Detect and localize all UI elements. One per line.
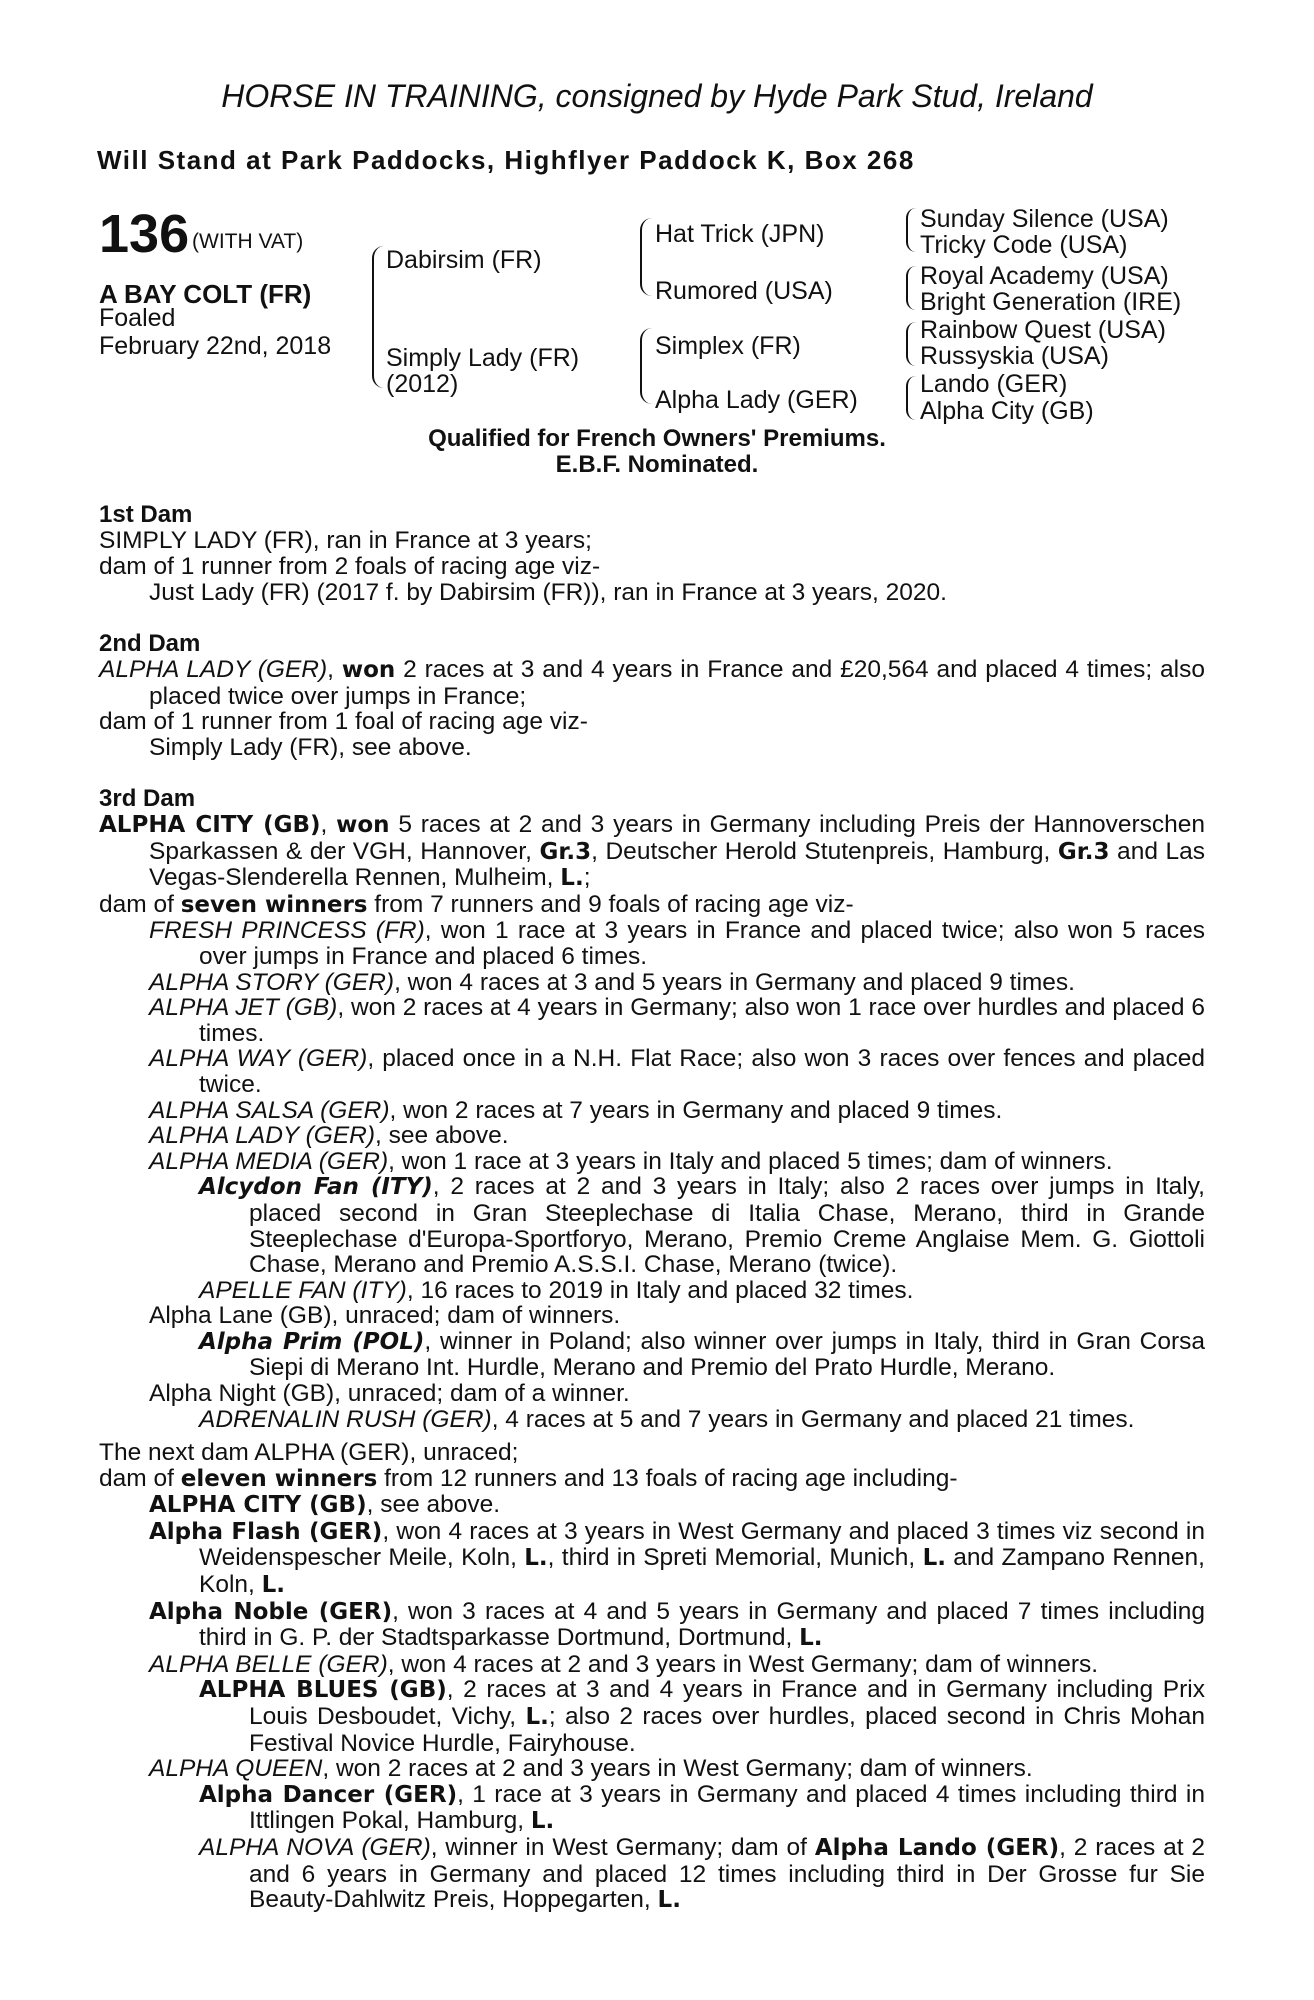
- record-text: , 2 races at 2 and 6 years in Germany and placed 12 times including third in Der Grosse fur Sie Beauty-Dahlwitz Preis, Hoppegarten,: [249, 1833, 1205, 1914]
- pedigree-brace: [906, 376, 916, 420]
- pedigree-sire: Dabirsim (FR): [386, 246, 542, 274]
- pedigree-g2: Tricky Code (USA): [920, 231, 1128, 259]
- pedigree-g4: Bright Generation (IRE): [920, 288, 1182, 316]
- pedigree-dam-year: (2012): [386, 370, 459, 398]
- winners-count: eleven winners: [180, 1465, 378, 1492]
- listed-label: L.: [922, 1545, 946, 1572]
- record-text: dam of: [99, 890, 181, 918]
- lot-number: 136: [99, 204, 190, 264]
- pedigree-g7: Lando (GER): [920, 370, 1068, 398]
- won-label: won: [336, 812, 390, 838]
- record-text: 5 races at 2 and 3 years in Germany including Preis der Hannoverschen Sparkassen & der VGH, Hannover,: [149, 811, 1205, 865]
- record-text: ; also 2 races over hurdles, placed second in Chris Mohan Festival Novice Hurdle, Fairyhouse.: [249, 1702, 1206, 1757]
- first-dam-produce: Just Lady (FR) (2017 f. by Dabirsim (FR)), ran in France at 3 years, 2020.: [149, 579, 947, 606]
- next-dam-record: [99, 1440, 1205, 1914]
- horse-name: Alpha Dancer (GER): [199, 1781, 458, 1808]
- third-dam-record: ALPHA CITY (GB), won 5 races at 2 and 3 years in Germany including Preis der Hannoverschen Sparkassen & der VGH, Hannover, Gr.3, Deutscher Herold Stutenpreis, Hamburg, Gr.3 and Las Vegas-Slenderella Rennen, Mulheim, L.; dam of seven winners from 7 runners and 9 foals of racing age viz- FRESH PRINCESS (FR), won 1 race at 3 years in France and placed twice; also won 5 races over jumps in France and placed 6 times. ALPHA STORY (GER), won 4 races at 3 and 5 years in Germany and placed 9 times. ALPHA JET (GB), won 2 races at 4 years in Germany; also won 1 race over hurdles and placed 6 times. ALPHA WAY (GER), placed once in a N.H. Flat Race; also won 3 races over fences and placed twice. ALPHA SALSA (GER), won 2 races at 7 years in Germany and placed 9 times. ALPHA LADY (GER), see above. ALPHA MEDIA (GER), won 1 race at 3 years in Italy and placed 5 times; dam of winners. Alcydon Fan (ITY), 2 races at 2 and 3 years in Italy; also 2 races over jumps in Italy, placed second in Gran Steeplechase di Italia Chase, Merano, third in Grande Steeplechase d'Europa-Sportforyo, Merano, Premio Creme Anglaise Mem. G. Giottoli Chase, Merano and Premio A.S.S.I. Chase, Merano (twice). APELLE FAN (ITY), 16 races to 2019 in Italy and placed 32 times. Alpha Lane (GB), unraced; dam of winners. Alpha Prim (POL), winner in Poland; also winner over jumps in Italy, third in Gran Corsa Siepi di Merano Int. Hurdle, Merano and Premio del Prato Hurdle, Merano. Alpha Night (GB), unraced; dam of a winner. ADRENALIN RUSH (GER), 4 races at 5 and 7 years in Germany and placed 21 times.: [99, 811, 1205, 1433]
- second-dam-heading: 2nd Dam: [99, 630, 201, 657]
- horse-name: Alpha Noble (GER): [149, 1598, 393, 1625]
- record-text: , won 2 races at 4 years in Germany; also won 1 race over hurdles and placed 6 times.: [199, 994, 1205, 1047]
- pedigree-dam-dam: Alpha Lady (GER): [655, 386, 858, 414]
- premiums-note: Qualified for French Owners' Premiums.: [428, 425, 886, 452]
- horse-name: ALPHA WAY (GER): [149, 1045, 368, 1073]
- pedigree-g1: Sunday Silence (USA): [920, 205, 1169, 233]
- horse-name: FRESH PRINCESS (FR): [149, 917, 425, 945]
- listed-label: L.: [524, 1545, 548, 1572]
- horse-name: ALPHA SALSA (GER): [149, 1096, 390, 1124]
- listed-label: L.: [525, 1703, 549, 1730]
- second-dam-record: ALPHA LADY (GER), won 2 races at 3 and 4 years in France and £20,564 and placed 4 times; also placed twice over jumps in France;: [99, 656, 1205, 710]
- pedigree-g8: Alpha City (GB): [920, 397, 1094, 425]
- stabling-location: Will Stand at Park Paddocks, Highflyer Paddock K, Box 268: [97, 145, 915, 175]
- record-text: , 4 races at 5 and 7 years in Germany and placed 21 times.: [491, 1405, 1135, 1433]
- record-text: , 2 races at 3 and 4 years in France and in Germany including Prix Louis Desboudet, Vichy,: [249, 1676, 1205, 1730]
- record-text: , Deutscher Herold Stutenpreis, Hamburg,: [591, 837, 1058, 865]
- horse-name: ALPHA CITY (GB): [149, 1492, 367, 1519]
- record-text: from 7 runners and 9 foals of racing age viz-: [367, 890, 854, 918]
- record-text: , won 4 races at 2 and 3 years in West Germany; dam of winners.: [387, 1650, 1099, 1678]
- listed-label: L.: [530, 1808, 555, 1835]
- horse-name: ALPHA CITY (GB): [99, 812, 321, 838]
- horse-name: APELLE FAN (ITY): [199, 1276, 407, 1304]
- record-text: and Las Vegas-Slenderella Rennen, Mulheim,: [149, 837, 1205, 892]
- record-text: , see above.: [366, 1491, 501, 1519]
- record-text: , won 4 races at 3 years in West Germany and placed 3 times viz second in Weidenspescher Meile, Koln,: [199, 1517, 1205, 1572]
- second-dam-produce: Simply Lady (FR), see above.: [149, 734, 472, 761]
- horse-name: Alcydon Fan (ITY): [199, 1174, 433, 1201]
- record-text: dam of: [99, 1464, 181, 1492]
- record-text: , won 2 races at 7 years in Germany and placed 9 times.: [389, 1096, 1003, 1124]
- horse-name: ALPHA NOVA (GER): [199, 1833, 431, 1861]
- record-text: Alpha Lane (GB), unraced; dam of winners.: [149, 1302, 621, 1330]
- first-dam-heading: 1st Dam: [99, 501, 193, 528]
- second-dam-line: dam of 1 runner from 1 foal of racing age viz-: [99, 708, 588, 735]
- record-text: , won 1 race at 3 years in France and placed twice; also won 5 races over jumps in France and placed 6 times.: [199, 917, 1205, 970]
- horse-name: ALPHA LADY (GER): [99, 656, 328, 683]
- listed-label: L.: [560, 865, 584, 892]
- page-title: HORSE IN TRAINING, consigned by Hyde Park Stud, Ireland: [221, 78, 1093, 114]
- pedigree-g6: Russyskia (USA): [920, 342, 1109, 370]
- winners-count: seven winners: [180, 891, 368, 918]
- record-text: , see above.: [375, 1122, 509, 1150]
- vat-note: (WITH VAT): [192, 230, 304, 253]
- pedigree-g5: Rainbow Quest (USA): [920, 316, 1166, 344]
- record-text: from 12 runners and 13 foals of racing age including-: [377, 1464, 958, 1492]
- record-text: , 2 races at 2 and 3 years in Italy; also 2 races over jumps in Italy, placed second in Gran Steeplechase di Italia Chase, Merano, third in Grande Steeplechase d'Europa-Sportforyo, Merano, Premio Creme Anglaise Mem. G. Giottoli Chase, Merano and Premio A.S.S.I. Chase, Merano (twice).: [249, 1173, 1205, 1279]
- record-text: 2 races at 3 and 4 years in France and £20,564 and placed 4 times; also placed twice over jumps in France;: [149, 656, 1205, 710]
- record-text: , placed once in a N.H. Flat Race; also won 3 races over fences and placed twice.: [199, 1045, 1205, 1098]
- first-dam-line: SIMPLY LADY (FR), ran in France at 3 years;: [99, 527, 592, 554]
- pedigree-dam: Simply Lady (FR): [386, 344, 580, 372]
- horse-name: ALPHA QUEEN: [149, 1755, 323, 1783]
- ebf-note: E.B.F. Nominated.: [555, 451, 759, 478]
- listed-label: L.: [799, 1625, 823, 1652]
- horse-name: ALPHA MEDIA (GER): [149, 1147, 389, 1175]
- pedigree-brace: [906, 266, 916, 310]
- horse-name: Alpha Lando (GER): [814, 1834, 1060, 1861]
- horse-name: ALPHA STORY (GER): [149, 968, 395, 996]
- pedigree-brace: [906, 208, 916, 252]
- pedigree-brace: [372, 246, 384, 388]
- pedigree-brace: [640, 218, 652, 296]
- record-text: , winner in Poland; also winner over jumps in Italy, third in Gran Corsa Siepi di Merano Int. Hurdle, Merano and Premio del Prato Hurdle, Merano.: [249, 1327, 1205, 1382]
- foaled-date: February 22nd, 2018: [99, 332, 332, 360]
- pedigree-brace: [640, 328, 652, 404]
- record-text: and Zampano Rennen, Koln,: [199, 1544, 1205, 1598]
- foaled-label: Foaled: [99, 304, 176, 332]
- lot-description: A BAY COLT (FR): [99, 279, 312, 309]
- pedigree-dam-sire: Simplex (FR): [655, 332, 801, 360]
- record-text: Alpha Night (GB), unraced; dam of a winner.: [149, 1380, 630, 1408]
- record-text: The next dam ALPHA (GER), unraced;: [99, 1439, 519, 1466]
- record-text: , won 1 race at 3 years in Italy and placed 5 times; dam of winners.: [388, 1147, 1113, 1175]
- horse-name: ADRENALIN RUSH (GER): [199, 1405, 492, 1433]
- listed-label: L.: [261, 1571, 286, 1598]
- horse-name: ALPHA BLUES (GB): [199, 1677, 447, 1704]
- group-label: Gr.3: [539, 838, 592, 865]
- third-dam-heading: 3rd Dam: [99, 785, 196, 812]
- horse-name: ALPHA LADY (GER): [149, 1122, 376, 1150]
- horse-name: ALPHA JET (GB): [149, 994, 338, 1022]
- record-text: , 1 race at 3 years in Germany and placed 4 times including third in Ittlingen Pokal, Hamburg,: [249, 1780, 1205, 1835]
- record-text: , won 3 races at 4 and 5 years in Germany and placed 7 times including third in G. P. der Stadtsparkasse Dortmund, Dortmund,: [199, 1597, 1205, 1652]
- record-text: , 16 races to 2019 in Italy and placed 32 times.: [406, 1276, 914, 1304]
- horse-name: ALPHA BELLE (GER): [149, 1650, 388, 1678]
- record-text: , won 4 races at 3 and 5 years in Germany and placed 9 times.: [394, 968, 1075, 996]
- listed-label: L.: [657, 1887, 681, 1914]
- pedigree-sire-dam: Rumored (USA): [655, 277, 833, 305]
- record-text: , winner in West Germany; dam of: [430, 1833, 815, 1861]
- pedigree-sire-sire: Hat Trick (JPN): [655, 220, 825, 248]
- first-dam-line: dam of 1 runner from 2 foals of racing age viz-: [99, 553, 601, 580]
- group-label: Gr.3: [1057, 838, 1110, 865]
- record-text: , third in Spreti Memorial, Munich,: [547, 1544, 923, 1572]
- pedigree-g3: Royal Academy (USA): [920, 262, 1169, 290]
- won-label: won: [341, 657, 396, 683]
- pedigree-brace: [906, 322, 916, 366]
- horse-name: Alpha Flash (GER): [149, 1518, 383, 1545]
- record-text: ;: [583, 864, 591, 892]
- horse-name: Alpha Prim (POL): [199, 1328, 425, 1355]
- record-text: , won 2 races at 2 and 3 years in West Germany; dam of winners.: [322, 1755, 1033, 1783]
